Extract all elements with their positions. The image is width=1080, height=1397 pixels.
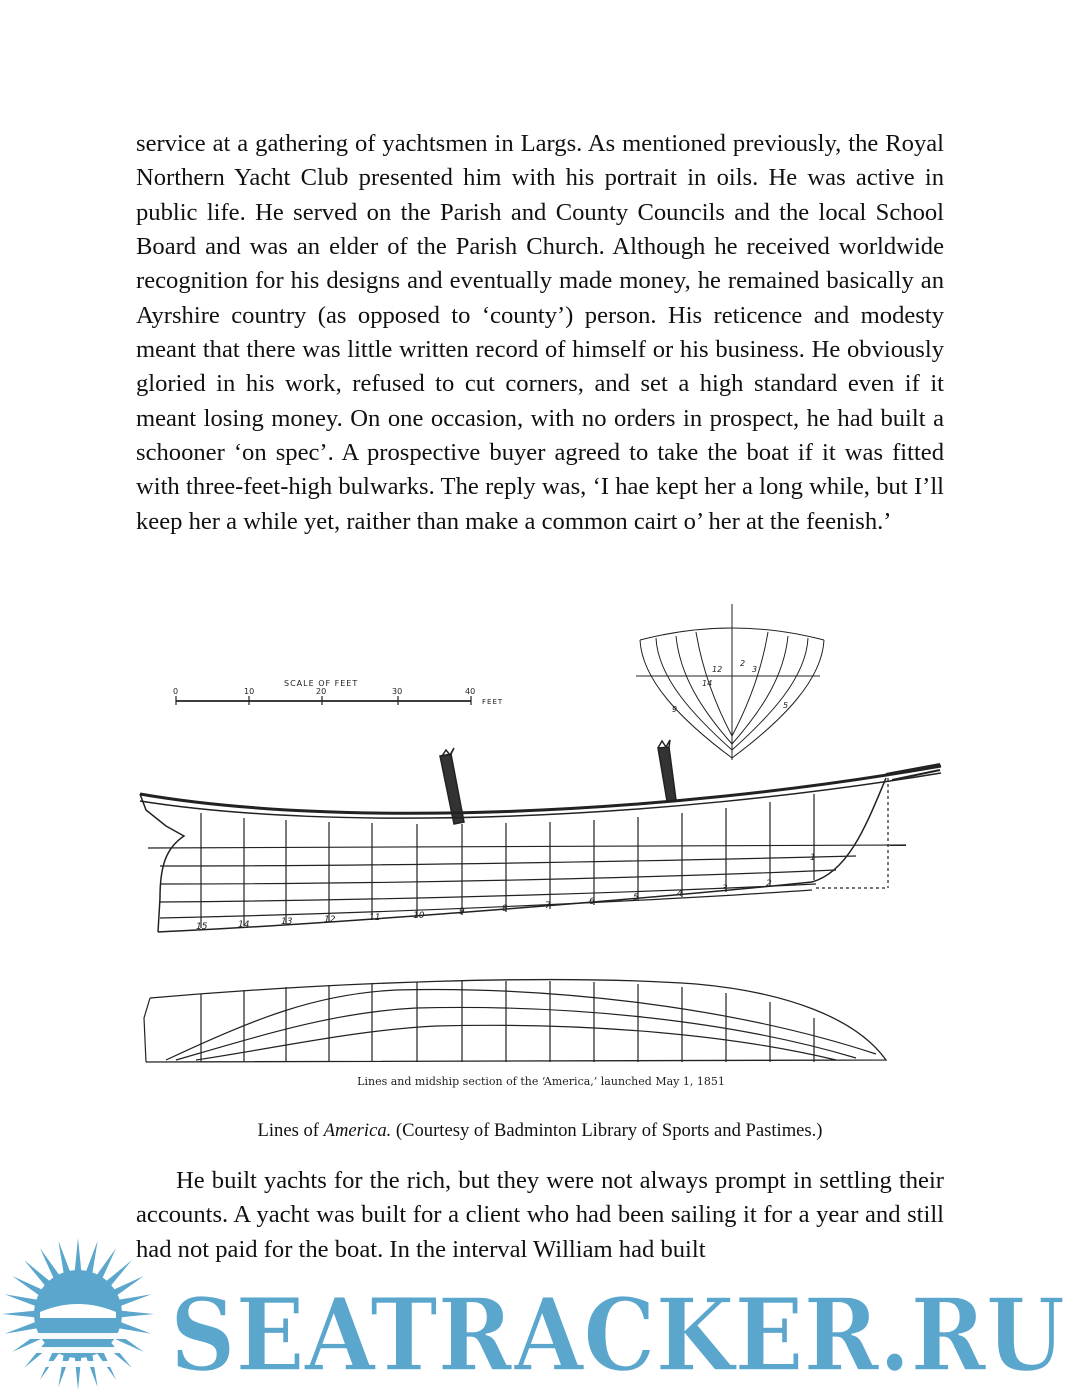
section-number: 13 [281,917,293,927]
half-breadth-plan [144,980,886,1062]
scale-unit-label: FEET [482,698,504,706]
section-number: 12 [324,915,336,925]
scale-tick-label: 0 [173,687,179,696]
ship-lines-drawing [136,598,946,1098]
scale-tick-label: 40 [465,687,476,696]
scale-bar [176,696,471,705]
sun-ray [74,1238,81,1274]
section-number: 11 [369,913,381,923]
america-lines-figure [136,598,946,1098]
section-number: 1 [810,853,816,863]
body-paragraph: service at a gathering of yachtsmen in Largs. As mentioned previously, the Royal Northern Yacht Club presented him with his portrait in oils. He was active in public life. He served on the Parish and County Councils and the local School Board and was an elder of the Parish Church. Although he received worldwide recognition for his designs and eventually made money, he remained basically an Ayrshire country (as opposed to ‘county’) person. His reticence and modesty meant that there was little written record of himself or his business. He obviously gloried in his work, refused to cut corners, and set a high standard even if it meant losing money. On one occasion, with no orders in prospect, he had built a schooner ‘on spec’. A prospective buyer agreed to take the boat if it was fitted with three-feet-high bulwarks. The reply was, ‘I hae kept her a long while, but I’ll keep her a while yet, raither than make a common cairt o’ her at the feenish.’ [136,130,944,535]
scale-title: SCALE OF FEET [284,679,359,688]
section-number: 6 [589,897,595,907]
section-number: 2 [766,879,772,889]
engraved-caption: Lines and midship section of the ‘America,’ launched May 1, 1851 [357,1075,725,1088]
sheer-plan [140,764,941,932]
section-number: 14 [238,920,250,930]
section-number: 7 [545,901,551,911]
caption-credit: (Courtesy of Badminton Library of Sports and Pastimes.) [391,1120,823,1141]
watermark-text: SEATRACKER.RU [170,1276,1065,1394]
seatracker-watermark [0,1232,1080,1397]
figure-caption [136,1119,944,1143]
caption-title: America. [323,1120,392,1141]
sun-logo-icon [2,1238,154,1390]
body-plan-number: 9 [672,705,678,714]
sun-ray [74,1354,81,1390]
section-number: 8 [502,904,508,914]
body-plan-number: 5 [783,701,789,710]
sun-ray [118,1310,154,1317]
sun-ray [2,1310,38,1317]
body-plan-number: 12 [712,665,723,674]
section-number: 15 [196,922,208,932]
body-plan-number: 14 [702,679,713,688]
body-plan [636,604,824,760]
scale-tick-label: 10 [244,687,255,696]
caption-prefix: Lines of [257,1120,324,1141]
section-number: 3 [722,884,728,894]
scale-tick-label: 30 [392,687,403,696]
section-number: 5 [633,893,639,903]
section-number: 10 [413,911,425,921]
section-number: 4 [677,889,683,899]
scale-tick-label: 20 [316,687,327,696]
section-number: 9 [459,907,465,917]
body-plan-number: 2 [740,659,746,668]
body-paragraph: He built yachts for the rich, but they were not always prompt in settling their accounts. A yacht was built for a client who had been sailing it for a year and still had not paid for the boat. In the interval William had built [136,1167,944,1263]
body-plan-number: 3 [752,665,758,674]
